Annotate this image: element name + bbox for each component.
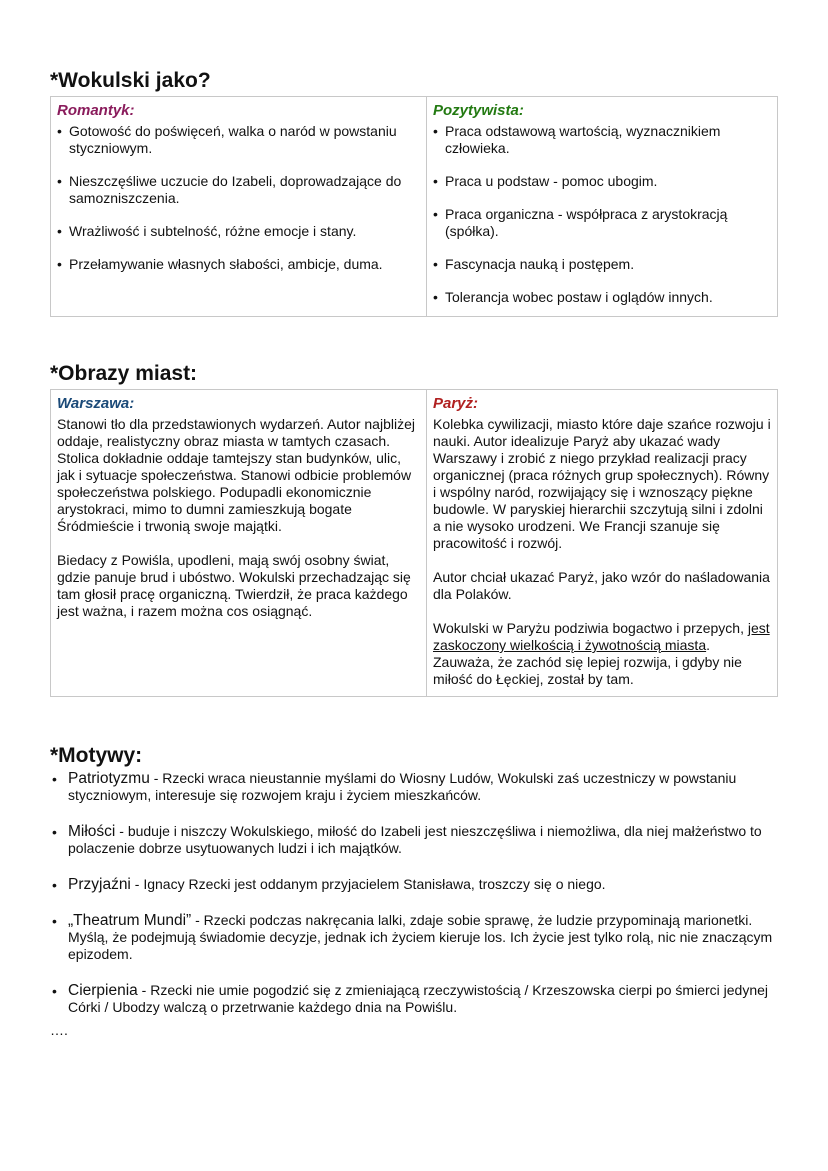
list-item [57,173,420,207]
motif-term: Patriotyzmu [68,770,150,787]
cell-warszawa [51,390,427,697]
motif-text: - Rzecki nie umie pogodzić się z zmieniającą rzeczywistością / Krzeszowska cierpi po śmierci jedynej Córki / Ubodzy walczą o przetrwanie każdego dnia na Powiślu. [68,982,769,1015]
list-item-text: Gotowość do poświęceń, walka o naród w powstaniu styczniowym. [69,123,397,156]
list-item-text: Praca u podstaw - pomoc ubogim. [445,173,658,189]
heading-obrazy-miast: *Obrazy miast: [50,362,198,385]
warszawa-paragraph-1: Stanowi tło dla przedstawionych wydarzeń. Autor najbliżej oddaje, realistyczny obraz miasta w tamtych czasach. Stolica dokładnie oddaje tamtejszy stan budynków, ulic, jak i sytuacje społeczeństwa. Stanowi odbicie problemów społeczeństwa polskiego. Podupadli ekonomicznie arystokraci, mimo to dumni zamieszkują bogate Śródmieście i trwonią swoje majątki. [57,416,415,534]
list-item [57,256,420,273]
list-item [433,289,771,306]
motif-text: - Rzecki podczas nakręcania lalki, zdaje sobie sprawę, że ludzie przypominają marionetki. Myślą, że podejmują świadomie decyzje, jednak ich życiem kieruje los. Ich życie jest tylko rolą, nic nie znaczącym epizodem. [68,912,773,962]
motif-text: - Ignacy Rzecki jest oddanym przyjacielem Stanisława, troszczy się o niego. [130,876,606,892]
bullet-icon: • [57,256,62,272]
bullet-icon: • [433,206,438,222]
bullet-icon: • [433,173,438,189]
motif-term: Miłości [68,823,116,840]
cell-romantyk [51,97,427,317]
bullet-icon: • [52,824,57,840]
list-motywy [50,770,778,1035]
ellipsis: …. [50,1022,68,1038]
bullet-icon: • [433,256,438,272]
table-obrazy-miast [50,389,778,697]
warszawa-paragraph-2: Biedacy z Powiśla, upodleni, mają swój osobny świat, gdzie panuje brud i ubóstwo. Wokulski przechadzając się tam głosił pracę organiczną. Twierdził, że praca każdego jest ważna, i razem można cos osiągnąć. [57,552,411,619]
list-item-text: Przełamywanie własnych słabości, ambicje, duma. [69,256,383,272]
list-item-text: Nieszczęśliwe uczucie do Izabeli, doprowadzające do samozniszczenia. [69,173,402,206]
paryz-paragraph-1: Kolebka cywilizacji, miasto które daje szańce rozwoju i nauki. Autor idealizuje Paryż aby ukazać wady Warszawy i zrobić z niego przykład realizacji pracy organicznej (praca różnych grup społecznych). Równy i wspólny naród, rozwijający się i wznoszący piękne budowle. W paryskiej hierarchii szczytują silni i zdolni a nie wysoko urodzeni. We Francji szanuje się pracowitość i rozwój. [433,416,771,551]
list-item [433,206,771,240]
list-romantyk [57,123,420,273]
title-warszawa: Warszawa: [57,395,135,412]
bullet-icon: • [433,289,438,305]
motif-term: „Theatrum Mundi” [68,912,192,929]
motif-term: Przyjaźni [68,876,131,893]
list-item [50,823,778,857]
list-item [50,770,778,804]
cell-pozytywista [427,97,778,317]
cell-paryz [427,390,778,697]
bullet-icon: • [57,123,62,139]
list-item [50,982,778,1016]
paryz-paragraph-2: Autor chciał ukazać Paryż, jako wzór do naśladowania dla Polaków. [433,569,770,602]
title-pozytywista: Pozytywista: [433,102,524,119]
underlined-text: jest zaskoczony wielkością i żywotnością miasta [433,620,770,653]
title-romantyk: Romantyk: [57,102,135,119]
list-item [433,256,771,273]
list-item [57,223,420,240]
bullet-icon: • [57,173,62,189]
heading-motywy: *Motywy: [50,744,143,767]
list-item [433,173,771,190]
paryz-text: Wokulski w Paryżu podziwia bogactwo i przepych, [433,620,748,636]
table-wokulski [50,96,778,317]
list-pozytywista [433,123,771,306]
bullet-icon: • [52,771,57,787]
list-item-text: Praca odstawową wartością, wyznacznikiem człowieka. [445,123,721,156]
list-item-text: Wrażliwość i subtelność, różne emocje i stany. [69,223,357,239]
bullet-icon: • [52,877,57,893]
motif-text: - Rzecki wraca nieustannie myślami do Wiosny Ludów, Wokulski zaś uczestniczy w powstaniu styczniowym, interesuje się rozwojem kraju i życiem mieszkańców. [68,770,737,803]
paryz-text: . Zauważa, że zachód się lepiej rozwija, i gdyby nie miłość do Łęckiej, został by tam. [433,637,742,687]
list-item-text: Fascynacja nauką i postępem. [445,256,635,272]
motif-term: Cierpienia [68,982,138,999]
list-item-text: Praca organiczna - współpraca z arystokracją (spółka). [445,206,728,239]
list-item [50,876,778,893]
list-item [50,912,778,963]
bullet-icon: • [52,913,57,929]
motif-text: - buduje i niszczy Wokulskiego, miłość do Izabeli jest nieszczęśliwa i niemożliwa, dla niej małżeństwo to polaczenie dobrze usytuowanych ludzi i ich majątków. [68,823,762,856]
bullet-icon: • [433,123,438,139]
list-item-text: Tolerancja wobec postaw i oglądów innych. [445,289,713,305]
heading-wokulski: *Wokulski jako? [50,69,211,92]
bullet-icon: • [52,983,57,999]
title-paryz: Paryż: [433,395,479,412]
bullet-icon: • [57,223,62,239]
paryz-paragraph-3 [433,620,771,688]
list-item [433,123,771,157]
list-item [57,123,420,157]
